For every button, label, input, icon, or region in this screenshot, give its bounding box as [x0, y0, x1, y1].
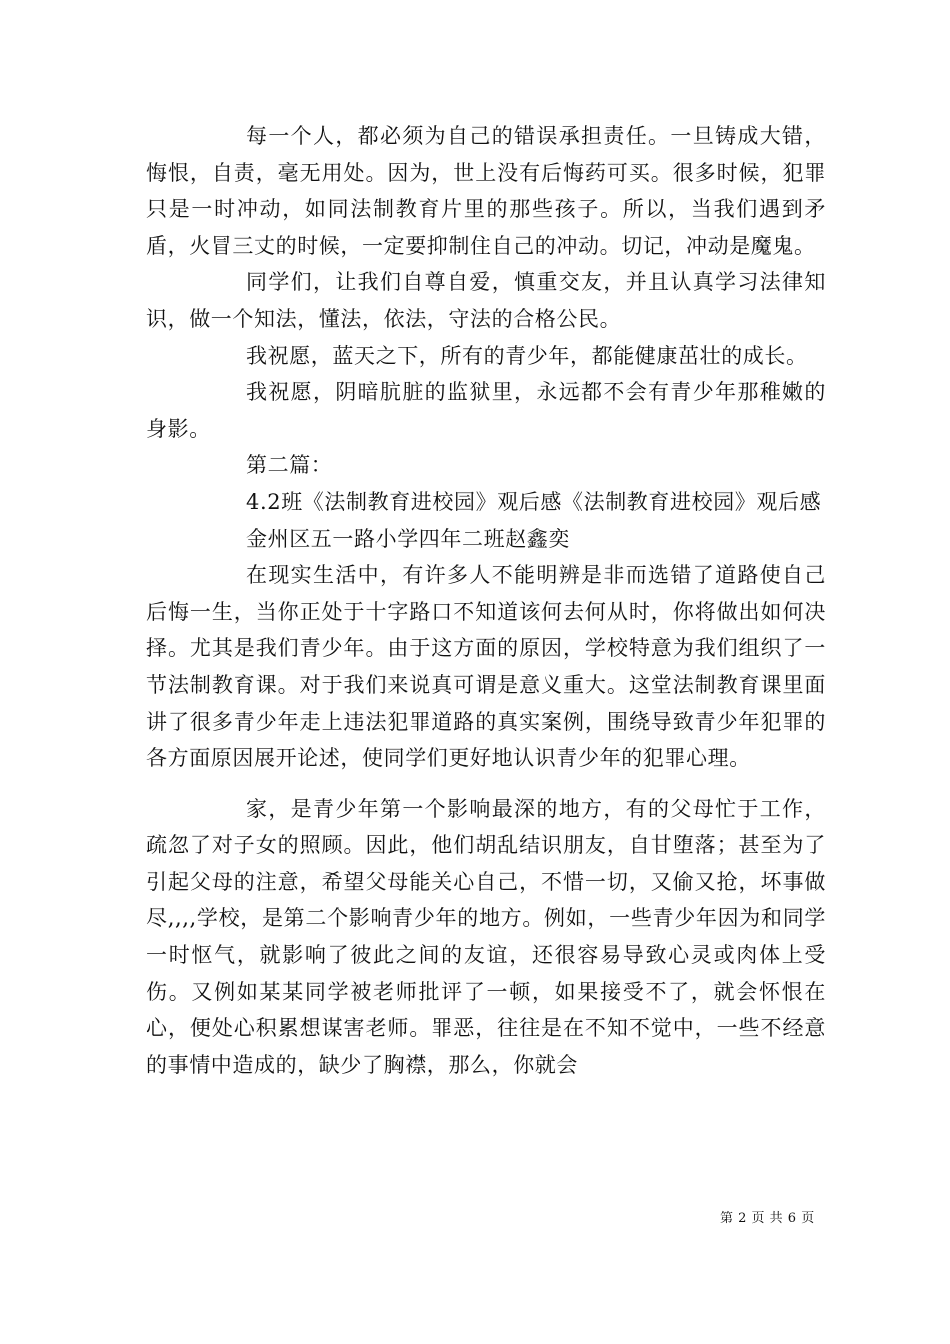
paragraph-real-life: 在现实生活中，有许多人不能明辨是非而选错了道路使自己后悔一生，当你正处于十字路口不知道该何去何从时，你将做出如何决择。尤其是我们青少年。由于这方面的原因，学校特意为我们组织了一节法制教育课。对于我们来说真可谓是意义重大。这堂法制教育课里面讲了很多青少年走上违法犯罪道路的真实案例，围绕导致青少年犯罪的各方面原因展开论述，使同学们更好地认识青少年的犯罪心理。 [146, 563, 826, 771]
paragraph-self-respect: 同学们，让我们自尊自爱，慎重交友，并且认真学习法律知识，做一个知法，懂法，依法，守法的合格公民。 [146, 270, 826, 331]
page-indicator: 第 2 页 共 6 页 [720, 1211, 815, 1226]
paragraph-family-school: 家，是青少年第一个影响最深的地方，有的父母忙于工作，疏忽了对子女的照顾。因此，他们胡乱结识朋友，自甘堕落；甚至为了引起父母的注意，希望父母能关心自己，不惜一切，又偷又抢，坏事做尽,,,,学校，是第二个影响青少年的地方。例如，一些青少年因为和同学一时怄气，就影响了彼此之间的友谊，还很容易导致心灵或肉体上受伤。又例如某某同学被老师批评了一顿，如果接受不了，就会怀恨在心，便处心积累想谋害老师。罪恶，往往是在不知不觉中，一些不经意的事情中造成的，缺少了胸襟，那么，你就会 [146, 796, 826, 1077]
paragraph-wish-growth: 我祝愿，蓝天之下，所有的青少年，都能健康茁壮的成长。 [246, 343, 808, 368]
paragraph-wish-prison: 我祝愿，阴暗肮脏的监狱里，永远都不会有青少年那稚嫩的身影。 [146, 380, 826, 441]
essay-author: 金州区五一路小学四年二班赵鑫奕 [246, 526, 570, 551]
essay-title: 4.2班《法制教育进校园》观后感《法制教育进校园》观后感 [246, 489, 822, 514]
paragraph-responsibility: 每一个人，都必须为自己的错误承担责任。一旦铸成大错，悔恨，自责，毫无用处。因为，世上没有后悔药可买。很多时候，犯罪只是一时冲动，如同法制教育片里的那些孩子。所以，当我们遇到矛盾，火冒三丈的时候，一定要抑制住自己的冲动。切记，冲动是魔鬼。 [146, 124, 826, 258]
section-heading: 第二篇： [246, 453, 333, 478]
document-body [146, 118, 826, 1083]
